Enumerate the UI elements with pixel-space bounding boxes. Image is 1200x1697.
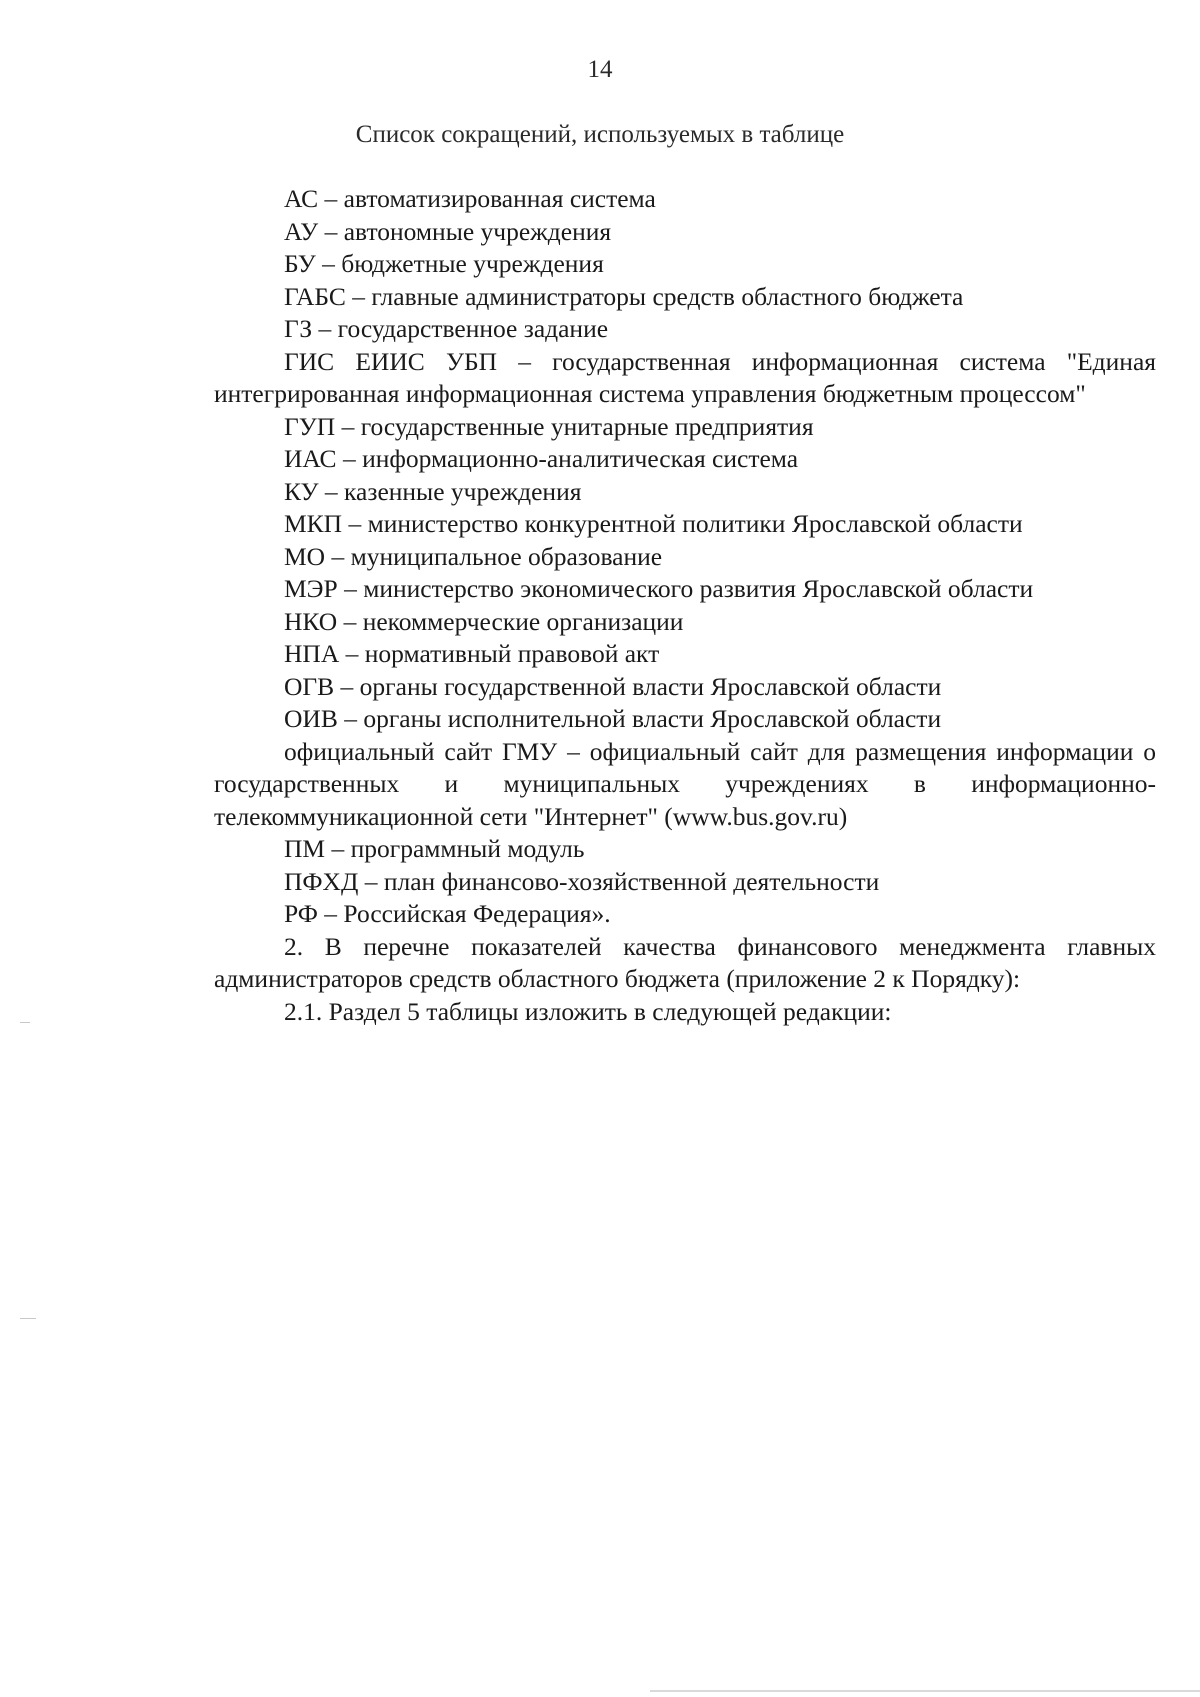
abbreviation-rf: РФ – Российская Федерация». (284, 899, 611, 928)
abbreviation-au: АУ – автономные учреждения (284, 216, 612, 246)
abbreviation-oiv: ОИВ – органы исполнительной власти Ярославской области (284, 704, 942, 733)
abbreviation-ogv: ОГВ – органы государственной власти Ярославской области (284, 671, 942, 701)
abbreviation-gabs: ГАБС – главные администраторы средств областного бюджета (284, 281, 964, 311)
page-number: 14 (587, 56, 613, 83)
abbreviation-nko: НКО – некоммерческие организации (284, 606, 684, 636)
scan-edge-mark (20, 1022, 30, 1023)
abbreviation-mkp: МКП – министерство конкурентной политики Ярославской области (284, 509, 1023, 538)
abbreviation-npa: НПА – нормативный правовой акт (284, 639, 660, 668)
abbreviation-ku: КУ – казенные учреждения (284, 476, 582, 506)
abbreviation-mo: МО – муниципальное образование (284, 541, 663, 571)
document-body (214, 183, 1156, 1028)
abbreviation-pm: ПМ – программный модуль (284, 834, 585, 863)
clause-2: 2. В перечне показателей качества финансового менеджмента главных администраторов средств областного бюджета (приложение 2 к Порядку): (214, 931, 1156, 993)
scan-edge-mark (20, 1318, 36, 1319)
abbreviation-bu: БУ – бюджетные учреждения (284, 249, 604, 278)
abbreviation-gis-eiis-ubp: ГИС ЕИИС УБП – государственная информационная система "Единая интегрированная информационная система управления бюджетным процессом" (214, 346, 1156, 408)
abbreviation-gmu-site: официальный сайт ГМУ – официальный сайт для размещения информации о государственных и муниципальных учреждениях в информационно-телекоммуникационной сети "Интернет" (www.bus.gov.ru) (214, 736, 1156, 831)
abbreviation-gup: ГУП – государственные унитарные предприятия (284, 411, 814, 441)
list-heading: Список сокращений, используемых в таблице (355, 121, 845, 148)
scan-bottom-edge (650, 1690, 1200, 1692)
abbreviation-mer: МЭР – министерство экономического развития Ярославской области (284, 574, 1034, 603)
abbreviation-gz: ГЗ – государственное задание (284, 314, 609, 343)
abbreviation-ias: ИАС – информационно-аналитическая система (284, 444, 799, 473)
clause-2-1: 2.1. Раздел 5 таблицы изложить в следующей редакции: (284, 996, 892, 1026)
abbreviation-pfhd: ПФХД – план финансово-хозяйственной деятельности (284, 866, 880, 896)
abbreviation-as: АС – автоматизированная система (284, 184, 656, 213)
